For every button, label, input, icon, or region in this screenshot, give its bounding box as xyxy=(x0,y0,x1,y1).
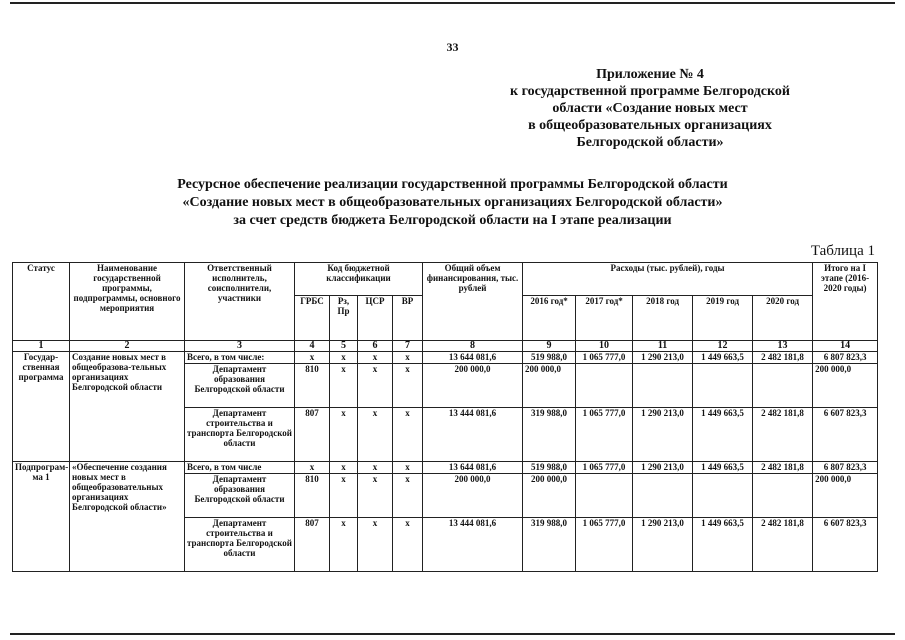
column-number: 3 xyxy=(185,341,295,352)
executor-cell: Департамент образования Белгородской области xyxy=(185,364,295,408)
header-itogo: Итого на I этапе (2016-2020 годы) xyxy=(813,263,878,341)
vr-cell: x xyxy=(393,474,423,518)
executor-cell: Всего, в том числе: xyxy=(185,352,295,364)
header-name: Наименование государственной программы, подпрограммы, основного мероприятия xyxy=(70,263,185,341)
year-2020-cell xyxy=(753,364,813,408)
document-title xyxy=(0,176,905,230)
year-2016-cell: 319 988,0 xyxy=(523,408,576,462)
year-2017-cell xyxy=(576,474,633,518)
header-expenses: Расходы (тыс. рублей), годы xyxy=(523,263,813,296)
year-2016-cell: 319 988,0 xyxy=(523,518,576,572)
total-cell: 200 000,0 xyxy=(423,474,523,518)
year-2018-cell: 1 290 213,0 xyxy=(633,408,693,462)
header-year-2019: 2019 год xyxy=(693,296,753,341)
year-2020-cell: 2 482 181,8 xyxy=(753,518,813,572)
column-number: 12 xyxy=(693,341,753,352)
year-2016-cell: 519 988,0 xyxy=(523,352,576,364)
year-2016-cell: 200 000,0 xyxy=(523,474,576,518)
column-number: 5 xyxy=(330,341,358,352)
executor-cell: Всего, в том числе xyxy=(185,462,295,474)
vr-cell: x xyxy=(393,352,423,364)
rzpr-cell: x xyxy=(330,408,358,462)
page-number: 33 xyxy=(446,40,459,54)
header-grbs: ГРБС xyxy=(295,296,330,341)
column-number: 8 xyxy=(423,341,523,352)
year-2020-cell: 2 482 181,8 xyxy=(753,462,813,474)
program-name-cell: «Обеспечение создания новых мест в общеобразовательных организациях Белгородской области» xyxy=(70,462,185,572)
year-2019-cell: 1 449 663,5 xyxy=(693,352,753,364)
vr-cell: x xyxy=(393,462,423,474)
header-year-2020: 2020 год xyxy=(753,296,813,341)
title-line-1: Ресурсное обеспечение реализации государственной программы Белгородской области xyxy=(177,177,728,192)
year-2017-cell xyxy=(576,364,633,408)
header-year-2018: 2018 год xyxy=(633,296,693,341)
csr-cell: x xyxy=(358,518,393,572)
year-2020-cell: 2 482 181,8 xyxy=(753,352,813,364)
year-2019-cell: 1 449 663,5 xyxy=(693,518,753,572)
header-year-2017: 2017 год* xyxy=(576,296,633,341)
year-2018-cell xyxy=(633,364,693,408)
grbs-cell: x xyxy=(295,352,330,364)
itogo-cell: 200 000,0 xyxy=(813,364,878,408)
rzpr-cell: x xyxy=(330,518,358,572)
column-number: 1 xyxy=(13,341,70,352)
header-csr: ЦСР xyxy=(358,296,393,341)
grbs-cell: x xyxy=(295,462,330,474)
year-2019-cell xyxy=(693,364,753,408)
title-line-3: за счет средств бюджета Белгородской области на I этапе реализации xyxy=(233,213,672,228)
executor-cell: Департамент строительства и транспорта Белгородской области xyxy=(185,518,295,572)
header-total: Общий объем финансирования, тыс. рублей xyxy=(423,263,523,341)
year-2019-cell: 1 449 663,5 xyxy=(693,462,753,474)
total-cell: 13 644 081,6 xyxy=(423,462,523,474)
header-budget-code: Код бюджетной классификации xyxy=(295,263,423,296)
column-number: 10 xyxy=(576,341,633,352)
header-rzpr: Рз, Пр xyxy=(330,296,358,341)
column-number: 9 xyxy=(523,341,576,352)
itogo-cell: 6 607 823,3 xyxy=(813,408,878,462)
status-cell: Подпрограм-ма 1 xyxy=(13,462,70,572)
year-2020-cell xyxy=(753,474,813,518)
vr-cell: x xyxy=(393,518,423,572)
vr-cell: x xyxy=(393,408,423,462)
year-2017-cell: 1 065 777,0 xyxy=(576,462,633,474)
year-2016-cell: 200 000,0 xyxy=(523,364,576,408)
year-2018-cell: 1 290 213,0 xyxy=(633,462,693,474)
column-number: 11 xyxy=(633,341,693,352)
header-vr: ВР xyxy=(393,296,423,341)
csr-cell: x xyxy=(358,408,393,462)
year-2019-cell xyxy=(693,474,753,518)
header-year-2016: 2016 год* xyxy=(523,296,576,341)
itogo-cell: 6 807 823,3 xyxy=(813,462,878,474)
csr-cell: x xyxy=(358,462,393,474)
appendix-line-3: области «Создание новых мест xyxy=(552,101,748,116)
vr-cell: x xyxy=(393,364,423,408)
year-2016-cell: 519 988,0 xyxy=(523,462,576,474)
rzpr-cell: x xyxy=(330,474,358,518)
column-number: 4 xyxy=(295,341,330,352)
status-cell: Государ-ственная программа xyxy=(13,352,70,462)
csr-cell: x xyxy=(358,352,393,364)
table-caption: Таблица 1 xyxy=(810,243,875,259)
page-bottom-border xyxy=(10,633,895,635)
page-top-border xyxy=(10,2,895,4)
itogo-cell: 6 607 823,3 xyxy=(813,518,878,572)
total-cell: 200 000,0 xyxy=(423,364,523,408)
year-2018-cell: 1 290 213,0 xyxy=(633,518,693,572)
grbs-cell: 810 xyxy=(295,364,330,408)
csr-cell: x xyxy=(358,474,393,518)
year-2018-cell: 1 290 213,0 xyxy=(633,352,693,364)
column-number: 14 xyxy=(813,341,878,352)
year-2019-cell: 1 449 663,5 xyxy=(693,408,753,462)
appendix-block xyxy=(440,66,860,151)
column-number-row xyxy=(13,341,878,352)
column-number: 6 xyxy=(358,341,393,352)
grbs-cell: 807 xyxy=(295,518,330,572)
rzpr-cell: x xyxy=(330,364,358,408)
appendix-line-2: к государственной программе Белгородской xyxy=(510,84,790,99)
header-status: Статус xyxy=(13,263,70,341)
year-2018-cell xyxy=(633,474,693,518)
csr-cell: x xyxy=(358,364,393,408)
total-cell: 13 644 081,6 xyxy=(423,352,523,364)
title-line-2: «Создание новых мест в общеобразовательных организациях Белгородской области» xyxy=(182,195,723,210)
table-row xyxy=(13,462,878,474)
itogo-cell: 6 807 823,3 xyxy=(813,352,878,364)
rzpr-cell: x xyxy=(330,352,358,364)
rzpr-cell: x xyxy=(330,462,358,474)
header-executor: Ответственный исполнитель, соисполнители, участники xyxy=(185,263,295,341)
column-number: 13 xyxy=(753,341,813,352)
total-cell: 13 444 081,6 xyxy=(423,408,523,462)
grbs-cell: 810 xyxy=(295,474,330,518)
itogo-cell: 200 000,0 xyxy=(813,474,878,518)
executor-cell: Департамент образования Белгородской области xyxy=(185,474,295,518)
year-2020-cell: 2 482 181,8 xyxy=(753,408,813,462)
grbs-cell: 807 xyxy=(295,408,330,462)
column-number: 7 xyxy=(393,341,423,352)
total-cell: 13 444 081,6 xyxy=(423,518,523,572)
appendix-line-4: в общеобразовательных организациях xyxy=(528,118,772,133)
year-2017-cell: 1 065 777,0 xyxy=(576,408,633,462)
column-number: 2 xyxy=(70,341,185,352)
appendix-line-5: Белгородской области» xyxy=(576,135,724,150)
appendix-line-1: Приложение № 4 xyxy=(596,67,704,82)
program-name-cell: Создание новых мест в общеобразова-тельных организациях Белгородской области xyxy=(70,352,185,462)
executor-cell: Департамент строительства и транспорта Белгородской области xyxy=(185,408,295,462)
year-2017-cell: 1 065 777,0 xyxy=(576,352,633,364)
resource-table xyxy=(12,262,878,572)
year-2017-cell: 1 065 777,0 xyxy=(576,518,633,572)
table-row xyxy=(13,352,878,364)
